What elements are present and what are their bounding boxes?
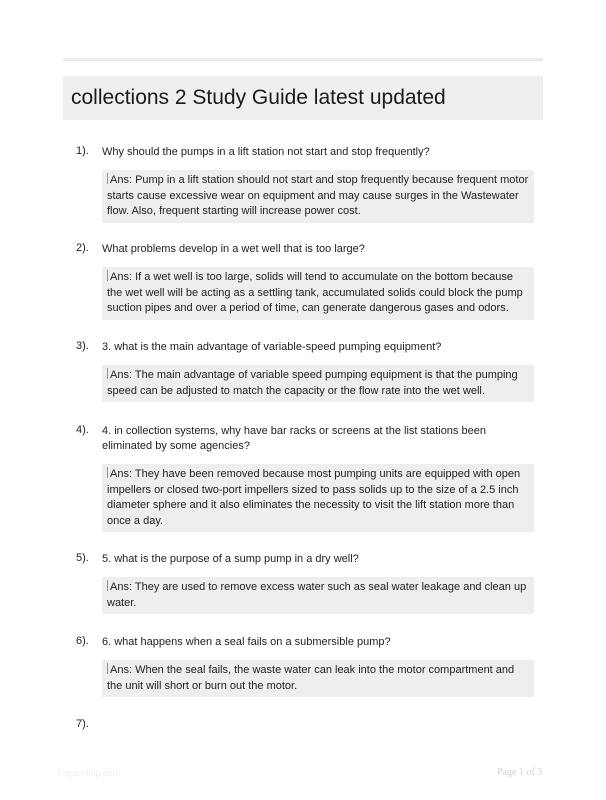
answer-marker [107,580,108,591]
answer-marker [107,467,108,478]
answer-text: Ans: Pump in a lift station should not start and stop frequently because frequent motor starts cause excessive wear on equipment and may cause surges in the Wastewater flow. Also, frequent starting will increase power cost. [107,174,529,217]
answer-box [102,170,534,223]
answer-text: Ans: When the seal fails, the waste water can leak into the motor compartment and the unit will short or burn out the motor. [107,664,515,692]
question-number: 5). [76,552,89,564]
question-number: 1). [76,145,89,157]
question-text: 5. what is the purpose of a sump pump in a dry well? [102,553,359,565]
answer-text: Ans: The main advantage of variable speed pumping equipment is that the pumping speed can be adjusted to match the capacity or the flow rate into the wet well. [107,369,518,397]
question-text: 4. in collection systems, why have bar racks or screens at the list stations been eliminated by some agencies? [102,425,486,452]
answer-box [102,464,534,532]
question-text: Why should the pumps in a lift station not start and stop frequently? [102,146,430,158]
answer-box [102,267,534,320]
question-number: 4). [76,424,89,436]
top-divider [63,58,543,61]
question-number: 7). [76,718,89,730]
question-number: 6). [76,635,89,647]
document-title: collections 2 Study Guide latest updated [71,86,446,109]
title-banner [63,76,543,120]
answer-marker [107,663,108,674]
question-text: 6. what happens when a seal fails on a submersible pump? [102,636,391,648]
question-text: What problems develop in a wet well that is too large? [102,243,365,255]
page-indicator: Page 1 of 3 [497,767,543,778]
answer-box [102,577,534,614]
answer-box [102,660,534,697]
question-number: 3). [76,340,89,352]
answer-marker [107,368,108,379]
answer-text: Ans: If a wet well is too large, solids will tend to accumulate on the bottom because the wet well will be acting as a settling tank, accumulated solids could block the pump suction pipes and over a period of time, can generate dangerous gases and odors. [107,271,523,314]
question-text: 3. what is the main advantage of variable-speed pumping equipment? [102,341,442,353]
answer-marker [107,173,108,184]
question-number: 2). [76,242,89,254]
footer-brand: PaperHelp.com [58,768,121,778]
answer-text: Ans: They have been removed because most pumping units are equipped with open impellers or closed two-port impellers sized to pass solids up to the size of a 2.5 inch diameter sphere and it also eliminates the necessity to visit the lift station more than once a day. [107,468,521,527]
answer-box [102,365,534,402]
answer-marker [107,270,108,281]
answer-text: Ans: They are used to remove excess water such as seal water leakage and clean up water. [107,581,527,609]
